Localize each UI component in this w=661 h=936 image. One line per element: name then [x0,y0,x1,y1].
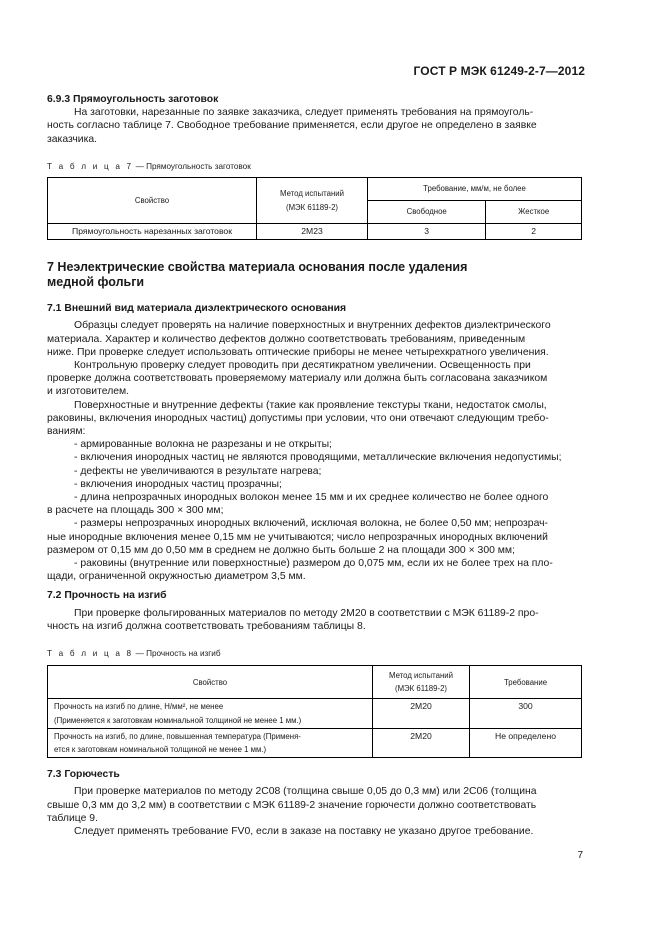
list-item: - включения инородных частиц не являются проводящими, металлические включения недопустимы; [74,452,562,464]
cell-requirement: Не определено [470,728,582,757]
table-row [48,728,582,757]
header-property: Свойство [48,178,257,224]
paragraph: ность согласно таблице 7. Свободное требование применяется, если другое не определено в заявке [47,120,537,132]
cell-property [48,728,373,757]
list-item: - раковины (внутренние или поверхностные) размером до 0,075 мм, если их не более трех на пло- [74,558,553,570]
document-body [47,93,582,838]
paragraph: и изготовителем. [47,386,130,398]
paragraph: чность на изгиб должна соответствовать требованиям таблицы 8. [47,620,366,632]
list-item: - армированные волокна не разрезаны и не открыты; [74,439,332,451]
caption-text: — Прямоугольность заготовок [133,161,251,171]
list-item-cont: в расчете на площадь 300 × 300 мм; [47,505,224,517]
table-7 [47,177,582,240]
section-7-2-title: 7.2 Прочность на изгиб [47,590,167,602]
paragraph: На заготовки, нарезанные по заявке заказчика, следует применять требования на прямоуголь- [74,107,534,119]
section-7-title [47,260,582,290]
header-method-line2: (МЭК 61189-2) [285,202,339,212]
cell-property-line1: Прочность на изгиб по длине, Н/мм², не менее [54,702,224,712]
table-7-caption [47,160,582,173]
caption-prefix: Т а б л и ц а 8 [47,649,134,659]
header-method [257,178,368,224]
paragraph: ниже. При проверке следует использовать оптические приборы не менее четырехкратного увеличения. [47,346,549,358]
cell-free: 3 [368,224,486,240]
paragraph: Контрольную проверку следует проводить при десятикратном увеличении. Освещенность при [74,360,531,372]
list-item: - длина непрозрачных инородных волокон менее 15 мм и их среднее количество не более одного [74,492,549,504]
cell-property-line2: ется к заготовкам номинальной толщиной не менее 1 мм.) [54,744,267,754]
list-item: - дефекты не увеличиваются в результате нагрева; [74,465,322,477]
paragraph: ваниям: [47,426,86,438]
table-row [48,699,582,728]
section-7-3-title: 7.3 Горючесть [47,769,120,781]
cell-property-line1: Прочность на изгиб, по длине, повышенная температура (Применя- [54,731,301,741]
list-item: - размеры непрозрачных инородных включений, исключая волокна, не более 0,50 мм; непрозрач- [74,518,548,530]
section-7-1-title: 7.1 Внешний вид материала диэлектрического основания [47,303,347,315]
document-code: ГОСТ Р МЭК 61249-2-7—2012 [413,64,585,78]
header-requirement: Требование [470,666,582,699]
table-row [48,224,582,240]
cell-method: 2М20 [373,699,470,728]
section-7-title-line2: медной фольги [47,275,145,290]
table-8 [47,665,582,758]
list-item: - включения инородных частиц прозрачны; [74,478,282,490]
header-requirement: Требование, мм/м, не более [368,178,582,201]
cell-requirement: 300 [470,699,582,728]
paragraph: заказчика. [47,133,98,145]
paragraph: Образцы следует проверять на наличие поверхностных и внутренних дефектов диэлектрического [74,320,551,332]
list-item-cont: ные инородные включения менее 0,15 мм не учитываются; число непрозрачных инородных включений [47,531,548,543]
paragraph: Следует применять требование FV0, если в заказе на поставку не указано другое требование. [74,825,534,837]
caption-text: — Прочность на изгиб [133,649,221,659]
header-property: Свойство [48,666,373,699]
list-item-cont: щади, ограниченной окружностью диаметром 3,5 мм. [47,571,306,583]
paragraph: проверке должна соответствовать проверяемому материалу или должна быть согласована заказчиком [47,373,548,385]
cell-property: Прямоугольность нарезанных заготовок [48,224,257,240]
paragraph: Поверхностные и внутренние дефекты (такие как проявление текстуры ткани, недостаток смолы, [74,399,547,411]
cell-hard: 2 [486,224,582,240]
section-7-title-line1: 7 Неэлектрические свойства материала основания после удаления [47,260,468,275]
cell-property [48,699,373,728]
caption-prefix: Т а б л и ц а 7 [47,161,134,171]
paragraph: При проверке фольгированных материалов по методу 2М20 в соответствии с МЭК 61189-2 про- [74,607,539,619]
section-6-9-3-title: 6.9.3 Прямоугольность заготовок [47,94,219,105]
paragraph: При проверке материалов по методу 2С08 (толщина свыше 0,05 до 0,3 мм) или 2С06 (толщина [74,786,537,798]
paragraph: материала. Характер и количество дефектов должно соответствовать требованиям, приведенным [47,333,526,345]
header-method-line1: Метод испытаний [389,671,453,681]
paragraph: раковины, включения инородных частиц) допустимы при условии, что они отвечают следующим требо- [47,412,549,424]
cell-property-line2: (Применяется к заготовкам номинальной толщиной не менее 1 мм.) [54,715,302,725]
paragraph: таблице 9. [47,812,98,824]
cell-method: 2М23 [257,224,368,240]
paragraph: свыше 0,3 мм до 3,2 мм) в соответствии с МЭК 61189-2 значение горючести должно соответствовать [47,799,537,811]
header-free: Свободное [368,201,486,224]
header-hard: Жесткое [486,201,582,224]
table-8-caption [47,647,582,660]
header-method-line2: (МЭК 61189-2) [394,684,448,694]
list-item-cont: размером от 0,15 мм до 0,50 мм в среднем не должно быть больше 2 на площади 300 × 300 мм; [47,544,515,556]
header-method-line1: Метод испытаний [280,189,344,199]
cell-method: 2М20 [373,728,470,757]
header-method [373,666,470,699]
page-number: 7 [577,850,583,861]
